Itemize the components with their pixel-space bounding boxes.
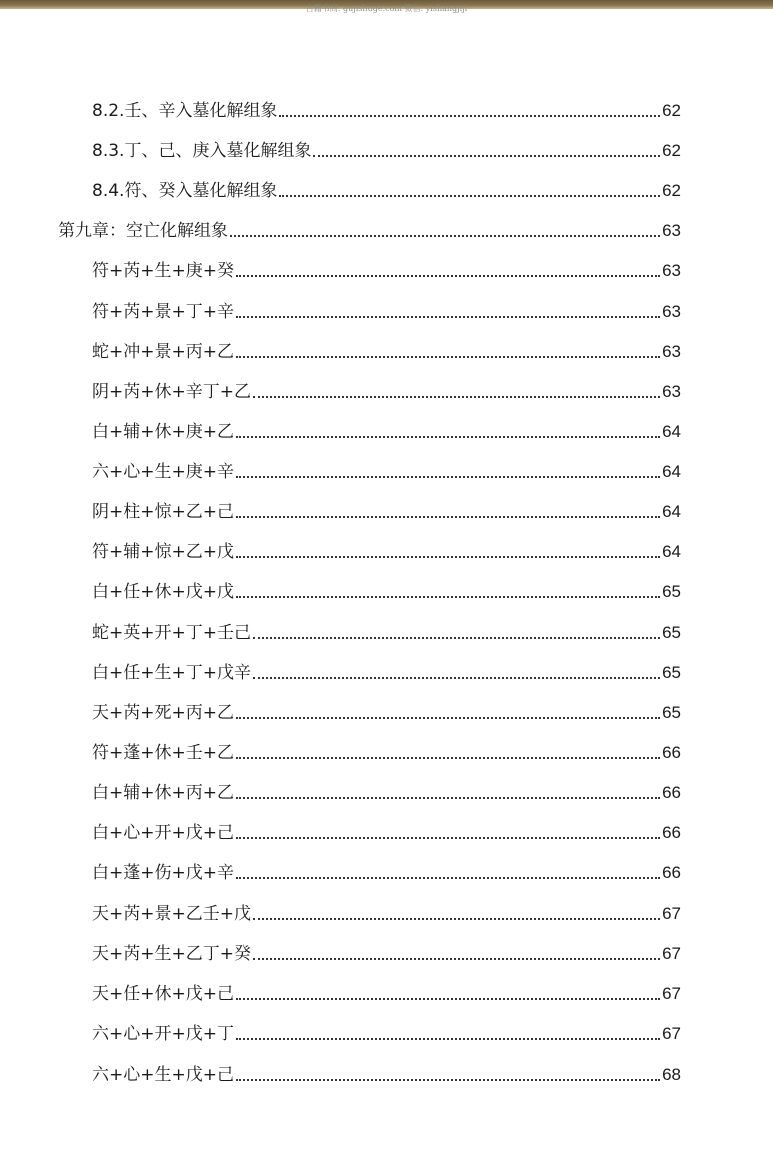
toc-entry[interactable] [92,861,681,885]
dot-leader [253,396,660,398]
dot-leader [236,596,660,598]
toc-entry-page: 63 [662,221,681,240]
toc-entry-title: 第九章：空亡化解组象 [58,221,228,241]
toc-entry-title: 白+蓬+伤+戊+辛 [92,863,234,883]
toc-entry[interactable] [92,300,681,324]
dot-leader [236,556,660,558]
dot-leader [253,677,660,679]
dot-leader [236,998,660,1000]
toc-entry[interactable] [92,340,681,364]
toc-entry-page: 67 [662,944,681,963]
toc-entry-title: 六+心+生+庚+辛 [92,462,234,482]
toc-entry[interactable] [92,380,681,404]
toc-entry[interactable] [92,942,681,966]
toc-entry[interactable] [92,982,681,1006]
toc-entry-title: 白+任+休+戊+戊 [92,582,234,602]
dot-leader [236,436,660,438]
toc-entry-title: 白+辅+休+丙+乙 [92,783,234,803]
toc-entry-title: 六+心+开+戊+丁 [92,1024,234,1044]
toc-entry-title: 阴+柱+惊+乙+己 [92,502,234,522]
toc-entry[interactable] [92,139,681,163]
toc-entry[interactable] [92,540,681,564]
toc-entry-page: 66 [662,863,681,882]
toc-entry-title: 符+蓬+休+壬+乙 [92,743,234,763]
toc-entry-title: 8.2.壬、辛入墓化解组象 [92,101,278,121]
toc-entry-page: 67 [662,904,681,923]
toc-entry-page: 63 [662,382,681,401]
toc-entry-page: 64 [662,502,681,521]
toc-entry-page: 67 [662,984,681,1003]
toc-entry-page: 65 [662,623,681,642]
toc-entry[interactable] [92,460,681,484]
toc-entry[interactable] [92,259,681,283]
toc-entry-title: 天+芮+生+乙丁+癸 [92,944,251,964]
dot-leader [236,1038,660,1040]
toc-entry[interactable] [92,781,681,805]
dot-leader [253,637,660,639]
dot-leader [236,837,660,839]
toc-entry[interactable] [92,902,681,926]
toc-entry[interactable] [92,661,681,685]
dot-leader [279,115,660,117]
toc-entry-page: 63 [662,261,681,280]
toc-entry-title: 阴+芮+休+辛丁+乙 [92,382,251,402]
toc-entry-title: 蛇+冲+景+丙+乙 [92,342,234,362]
toc-entry[interactable] [92,621,681,645]
toc-entry[interactable] [92,1022,681,1046]
toc-entry-page: 64 [662,422,681,441]
toc-entry[interactable] [92,420,681,444]
toc-entry[interactable] [92,701,681,725]
toc-entry-title: 符+芮+生+庚+癸 [92,261,234,281]
toc-entry-title: 六+心+生+戊+己 [92,1065,234,1085]
toc-entry-page: 65 [662,703,681,722]
toc-entry-page: 64 [662,462,681,481]
toc-entry-page: 63 [662,342,681,361]
toc-entry-title: 天+任+休+戊+己 [92,984,234,1004]
toc-entry-page: 62 [662,181,681,200]
dot-leader [236,757,660,759]
toc-entry-title: 白+辅+休+庚+乙 [92,422,234,442]
dot-leader [236,356,660,358]
toc-entry[interactable] [92,821,681,845]
toc-entry[interactable] [92,99,681,123]
dot-leader [236,316,660,318]
dot-leader [236,516,660,518]
toc-entry[interactable] [92,1063,681,1087]
dot-leader [253,918,660,920]
toc-entry-page: 62 [662,141,681,160]
dot-leader [236,275,660,277]
toc-entry-title: 蛇+英+开+丁+壬己 [92,623,251,643]
toc-entry-page: 66 [662,783,681,802]
dot-leader [236,1079,660,1081]
toc-entry-page: 62 [662,101,681,120]
dot-leader [236,877,660,879]
toc-entry-title: 符+辅+惊+乙+戊 [92,542,234,562]
dot-leader [230,235,660,237]
dot-leader [253,958,660,960]
toc-entry-page: 65 [662,663,681,682]
toc-entry-page: 66 [662,823,681,842]
toc-entry-title: 符+芮+景+丁+辛 [92,302,234,322]
toc-chapter-entry[interactable] [58,219,681,243]
watermark-text: 古籍书阁: gujishuge.com 微信: yishangjiji [305,4,468,13]
toc-entry[interactable] [92,741,681,765]
toc-entry[interactable] [92,179,681,203]
toc-entry-page: 67 [662,1024,681,1043]
dot-leader [313,155,660,157]
toc-entry-page: 63 [662,302,681,321]
toc-entry-page: 64 [662,542,681,561]
toc-entry-page: 68 [662,1065,681,1084]
toc-entry-title: 天+芮+死+丙+乙 [92,703,234,723]
dot-leader [236,717,660,719]
dot-leader [236,476,660,478]
toc-entry-page: 66 [662,743,681,762]
dot-leader [279,195,660,197]
toc-entry-title: 8.3.丁、己、庚入墓化解组象 [92,141,312,161]
toc-entry-page: 65 [662,582,681,601]
toc-entry[interactable] [92,500,681,524]
toc-entry-title: 白+心+开+戊+己 [92,823,234,843]
toc-entry-title: 天+芮+景+乙壬+戊 [92,904,251,924]
toc-entry[interactable] [92,580,681,604]
dot-leader [236,797,660,799]
toc-entry-title: 白+任+生+丁+戊辛 [92,663,251,683]
toc-entry-title: 8.4.符、癸入墓化解组象 [92,181,278,201]
